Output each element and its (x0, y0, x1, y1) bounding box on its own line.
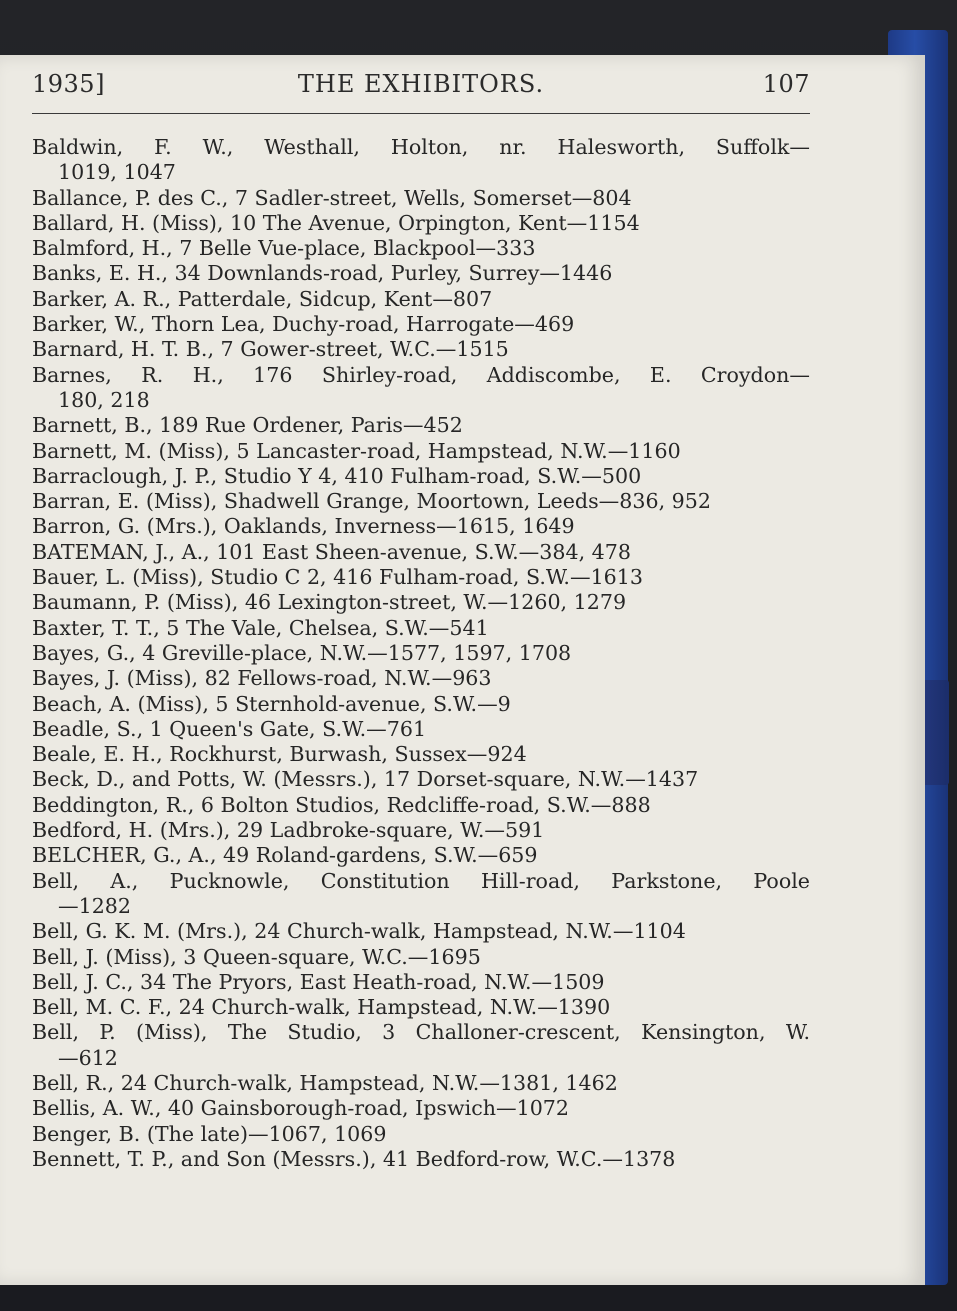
exhibitor-entry (32, 793, 822, 818)
entry-continuation: 180, 218 (58, 387, 150, 412)
entry-line: Benger, B. (The late)—1067, 1069 (32, 1121, 387, 1146)
running-header (32, 70, 810, 110)
entry-line: Bell, M. C. F., 24 Church-walk, Hampstead, N.W.—1390 (32, 995, 611, 1020)
entry-line: Barnes, R. H., 176 Shirley-road, Addiscombe, E. Croydon— (32, 362, 810, 387)
exhibitor-entry (32, 1122, 822, 1147)
exhibitor-entry (32, 641, 822, 666)
exhibitor-entry (32, 869, 822, 920)
entry-line: Bayes, G., 4 Greville-place, N.W.—1577, 1597, 1708 (32, 640, 572, 665)
entry-line: BELCHER, G., A., 49 Roland-gardens, S.W.—659 (32, 843, 538, 868)
exhibitor-entry (32, 439, 822, 464)
entry-line: Bell, J. (Miss), 3 Queen-square, W.C.—1695 (32, 944, 481, 969)
entry-line: Balmford, H., 7 Belle Vue-place, Blackpool—333 (32, 236, 536, 261)
exhibitor-entry (32, 692, 822, 717)
exhibitor-entry (32, 818, 822, 843)
entry-line: Bauer, L. (Miss), Studio C 2, 416 Fulham-road, S.W.—1613 (32, 565, 643, 590)
exhibitor-list (32, 135, 822, 1172)
page-title: THE EXHIBITORS. (297, 70, 545, 98)
exhibitor-entry (32, 363, 822, 414)
entry-line: Bell, G. K. M. (Mrs.), 24 Church-walk, Hampstead, N.W.—1104 (32, 919, 686, 944)
entry-line: Bell, P. (Miss), The Studio, 3 Challoner-crescent, Kensington, W. (32, 1020, 810, 1045)
exhibitor-entry (32, 261, 822, 286)
exhibitor-entry (32, 843, 822, 868)
exhibitor-entry (32, 540, 822, 565)
header-rule (32, 113, 810, 114)
exhibitor-entry (32, 489, 822, 514)
entry-line: Beadle, S., 1 Queen's Gate, S.W.—761 (32, 716, 427, 741)
exhibitor-entry (32, 211, 822, 236)
entry-line: Bell, J. C., 34 The Pryors, East Heath-road, N.W.—1509 (32, 969, 605, 994)
exhibitor-entry (32, 995, 822, 1020)
entry-line: Barnett, M. (Miss), 5 Lancaster-road, Hampstead, N.W.—1160 (32, 438, 681, 463)
entry-line: Baldwin, F. W., Westhall, Holton, nr. Halesworth, Suffolk— (32, 135, 810, 159)
entry-continuation: —612 (58, 1045, 118, 1070)
entry-line: Banks, E. H., 34 Downlands-road, Purley, Surrey—1446 (32, 261, 613, 286)
exhibitor-entry (32, 1147, 822, 1172)
entry-line: Ballard, H. (Miss), 10 The Avenue, Orpington, Kent—1154 (32, 210, 640, 235)
exhibitor-entry (32, 186, 822, 211)
entry-line: Bedford, H. (Mrs.), 29 Ladbroke-square, W.—591 (32, 818, 545, 843)
entry-line: Barron, G. (Mrs.), Oaklands, Inverness—1615, 1649 (32, 514, 575, 539)
entry-line: Baxter, T. T., 5 The Vale, Chelsea, S.W.—541 (32, 615, 489, 640)
page-number: 107 (762, 70, 810, 98)
exhibitor-entry (32, 945, 822, 970)
entry-line: Barnard, H. T. B., 7 Gower-street, W.C.—1515 (32, 337, 509, 362)
exhibitor-entry (32, 767, 822, 792)
entry-line: Bell, R., 24 Church-walk, Hampstead, N.W.—1381, 1462 (32, 1070, 618, 1095)
entry-line: Barran, E. (Miss), Shadwell Grange, Moortown, Leeds—836, 952 (32, 489, 711, 514)
exhibitor-entry (32, 135, 822, 186)
exhibitor-entry (32, 236, 822, 261)
entry-line: Barnett, B., 189 Rue Ordener, Paris—452 (32, 413, 463, 438)
exhibitor-entry (32, 514, 822, 539)
exhibitor-entry (32, 337, 822, 362)
entry-line: Bellis, A. W., 40 Gainsborough-road, Ipswich—1072 (32, 1096, 569, 1121)
entry-line: BATEMAN, J., A., 101 East Sheen-avenue, S.W.—384, 478 (32, 539, 631, 564)
entry-line: Bell, A., Pucknowle, Constitution Hill-road, Parkstone, Poole (32, 868, 810, 893)
exhibitor-entry (32, 742, 822, 767)
exhibitor-entry (32, 565, 822, 590)
exhibitor-entry (32, 1071, 822, 1096)
exhibitor-entry (32, 1020, 822, 1071)
header-year: 1935] (32, 70, 105, 98)
entry-line: Bayes, J. (Miss), 82 Fellows-road, N.W.—963 (32, 666, 492, 691)
exhibitor-entry (32, 919, 822, 944)
entry-line: Bennett, T. P., and Son (Messrs.), 41 Bedford-row, W.C.—1378 (32, 1146, 676, 1171)
entry-continuation: 1019, 1047 (58, 160, 176, 185)
entry-line: Barraclough, J. P., Studio Y 4, 410 Fulham-road, S.W.—500 (32, 463, 642, 488)
exhibitor-entry (32, 1096, 822, 1121)
entry-line: Barker, A. R., Patterdale, Sidcup, Kent—807 (32, 286, 493, 311)
entry-line: Ballance, P. des C., 7 Sadler-street, Wells, Somerset—804 (32, 185, 632, 210)
exhibitor-entry (32, 616, 822, 641)
exhibitor-entry (32, 666, 822, 691)
exhibitor-entry (32, 590, 822, 615)
entry-line: Beck, D., and Potts, W. (Messrs.), 17 Dorset-square, N.W.—1437 (32, 767, 699, 792)
entry-line: Beach, A. (Miss), 5 Sternhold-avenue, S.W.—9 (32, 691, 511, 716)
exhibitor-entry (32, 970, 822, 995)
entry-line: Baumann, P. (Miss), 46 Lexington-street, W.—1260, 1279 (32, 590, 627, 615)
entry-line: Beale, E. H., Rockhurst, Burwash, Sussex—924 (32, 742, 527, 767)
exhibitor-entry (32, 717, 822, 742)
entry-line: Barker, W., Thorn Lea, Duchy-road, Harrogate—469 (32, 312, 575, 337)
exhibitor-entry (32, 287, 822, 312)
exhibitor-entry (32, 464, 822, 489)
entry-continuation: —1282 (58, 893, 132, 918)
exhibitor-entry (32, 312, 822, 337)
exhibitor-entry (32, 413, 822, 438)
entry-line: Beddington, R., 6 Bolton Studios, Redcliffe-road, S.W.—888 (32, 792, 651, 817)
